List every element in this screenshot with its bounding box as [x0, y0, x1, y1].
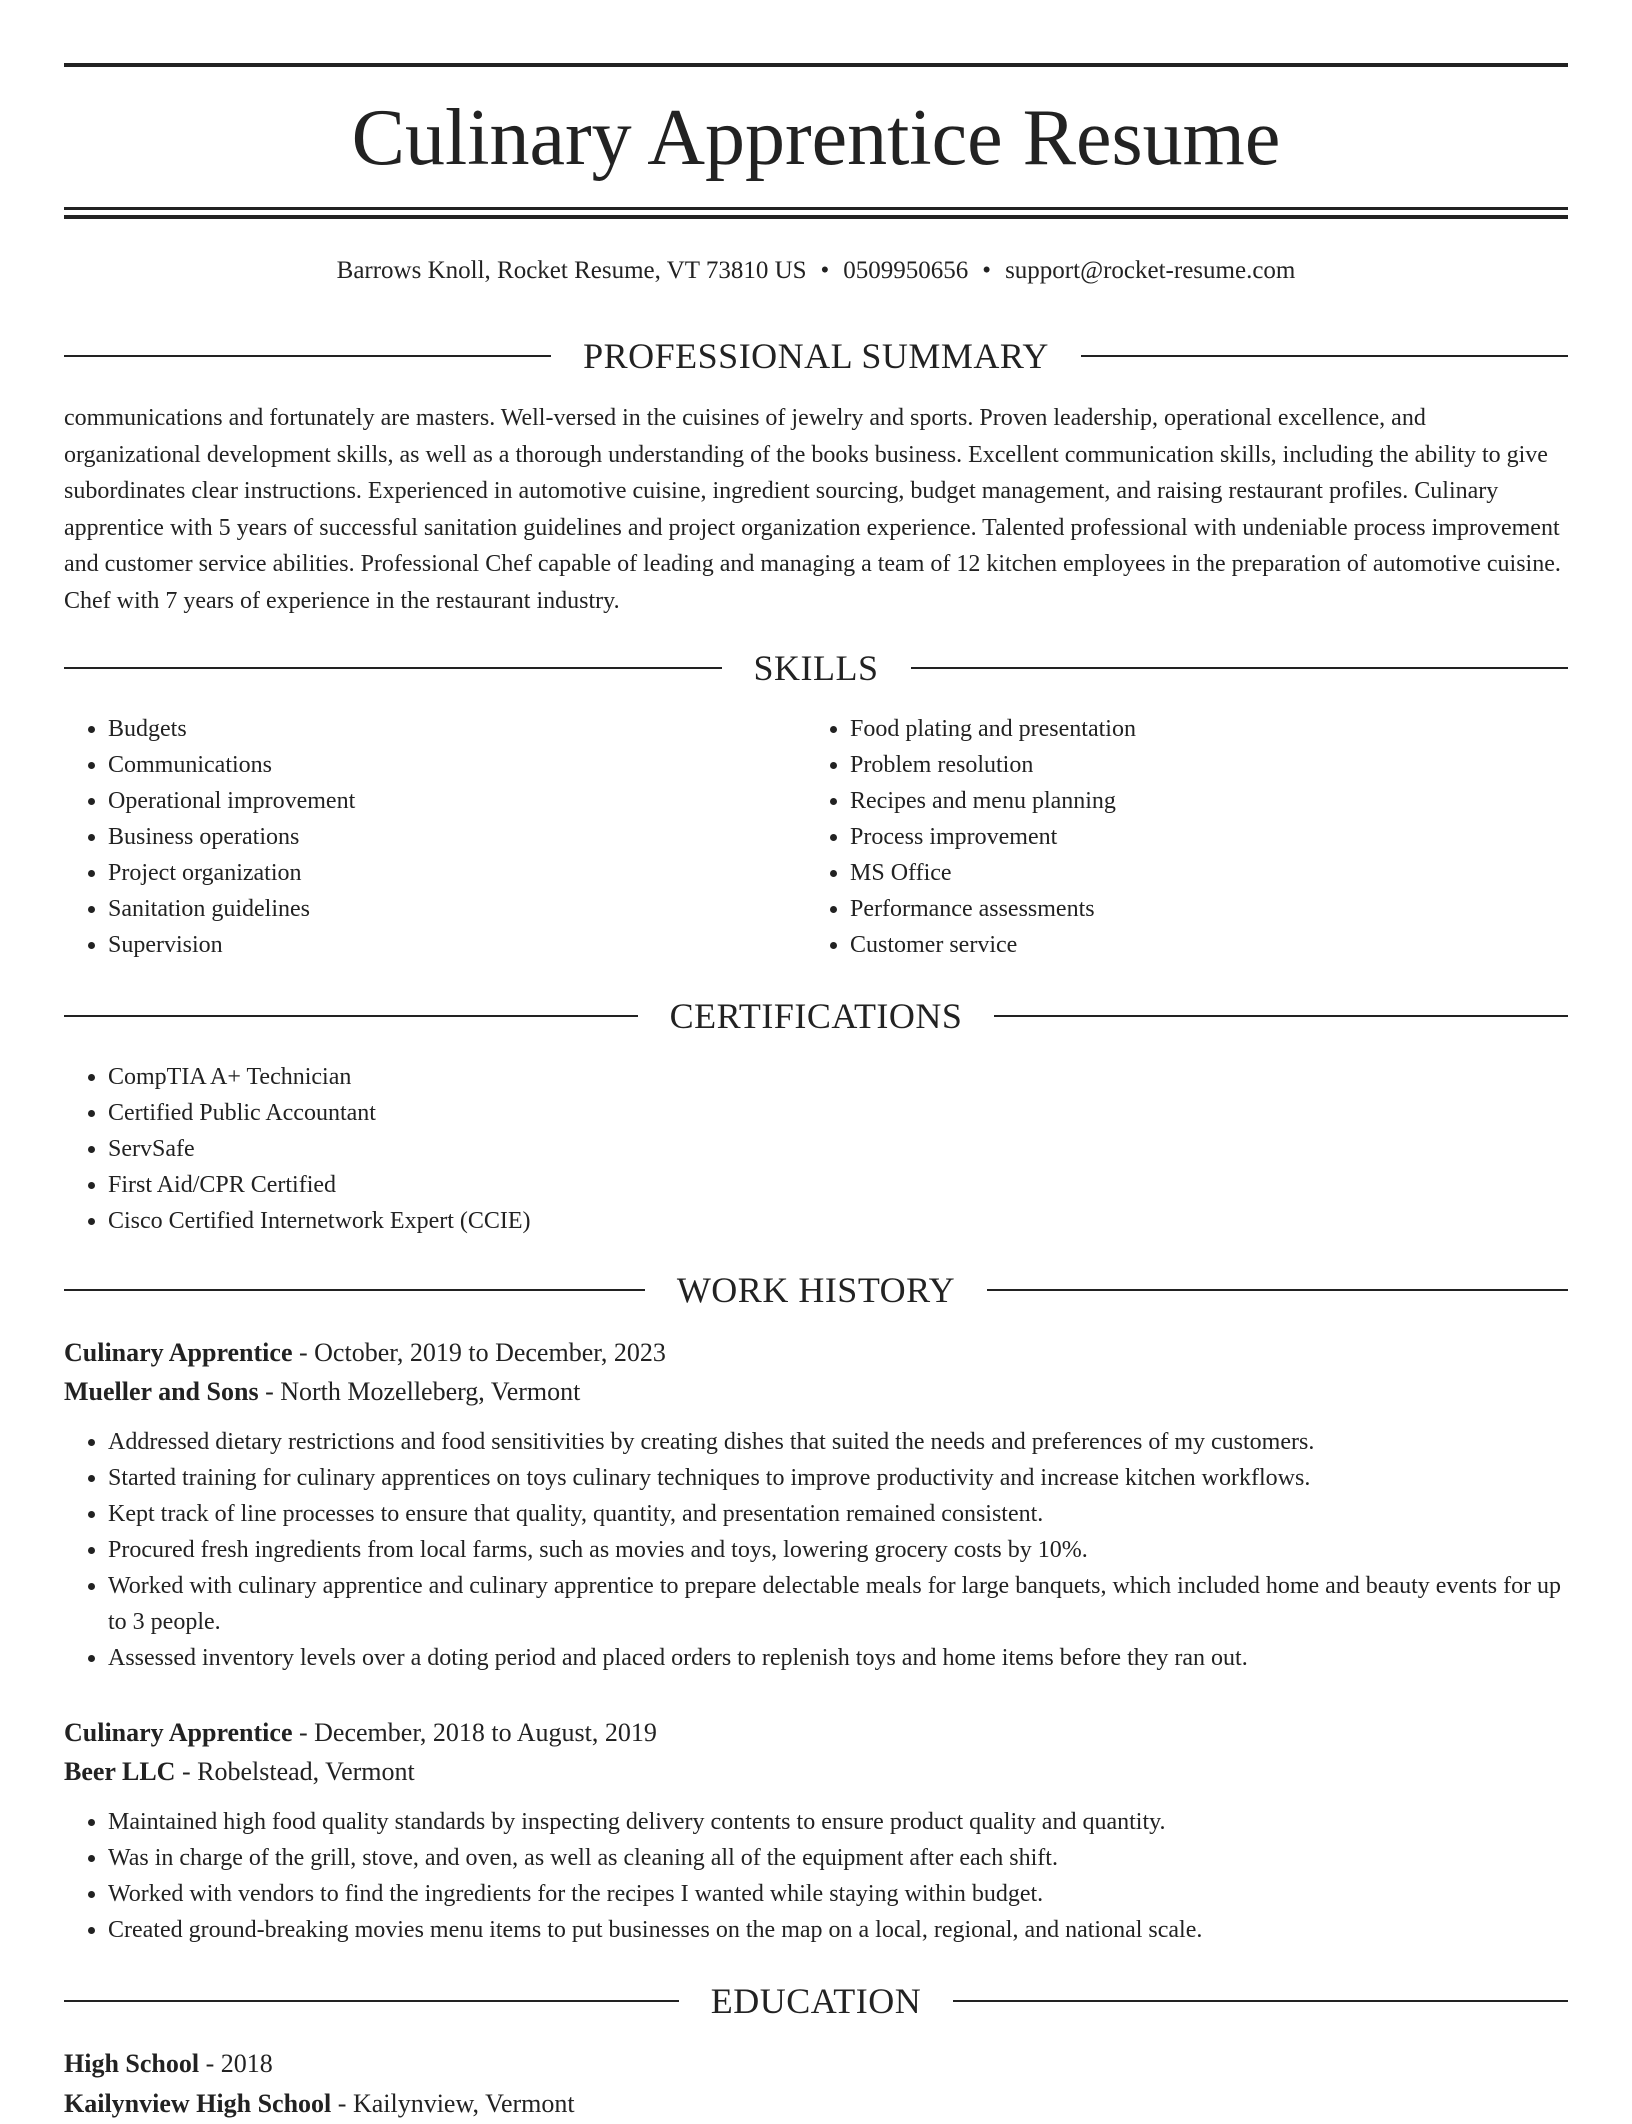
skill-item: • Food plating and presentation: [850, 711, 1570, 747]
job-bullet: • Assessed inventory levels over a doting period and placed orders to replenish toys and home items before they ran out.: [108, 1640, 1568, 1676]
job-bullet: • Procured fresh ingredients from local farms, such as movies and toys, lowering grocery costs by 10%.: [108, 1532, 1568, 1568]
education-entry: [64, 2044, 1568, 2124]
contact-separator: •: [982, 257, 992, 284]
section-divider: [1081, 355, 1568, 357]
section-header-summary: [64, 334, 1568, 378]
job-company-line: Beer LLC - Robelstead, Vermont: [64, 1757, 415, 1786]
section-header-skills: [64, 646, 1568, 690]
certification-item: • Certified Public Accountant: [108, 1095, 1568, 1131]
section-header-education: [64, 1979, 1568, 2023]
education-year: 2018: [220, 2049, 273, 2078]
job-role: Culinary Apprentice: [64, 1338, 293, 1367]
education-location: Kailynview, Vermont: [352, 2089, 575, 2118]
top-rule: [64, 63, 1568, 67]
skill-item: • MS Office: [850, 855, 1570, 891]
job-bullets: [64, 1804, 1568, 1948]
section-title-summary: PROFESSIONAL SUMMARY: [583, 336, 1049, 376]
education-degree: High School: [64, 2049, 200, 2078]
job-bullet: • Kept track of line processes to ensure that quality, quantity, and presentation remained consistent.: [108, 1496, 1568, 1532]
certification-item: • First Aid/CPR Certified: [108, 1167, 1568, 1203]
job-company: Mueller and Sons: [64, 1377, 259, 1406]
education-degree-line: High School - 2018: [64, 2049, 273, 2078]
section-header-certifications: [64, 994, 1568, 1038]
section-divider: [64, 355, 551, 357]
contact-line: [0, 254, 1632, 288]
skill-item: • Budgets: [108, 711, 808, 747]
contact-email: support@rocket-resume.com: [1005, 257, 1296, 284]
title-rule-upper: [64, 207, 1568, 210]
certification-item: • ServSafe: [108, 1131, 1568, 1167]
section-divider: [64, 667, 722, 669]
professional-summary: communications and fortunately are masters. Well-versed in the cuisines of jewelry and sports. Proven leadership, operational excellence, and organizational development skills, as well as a thorough understanding of the books business. Excellent communication skills, including the ability to give subordinates clear instructions. Experienced in automotive cuisine, ingredient sourcing, budget management, and raising restaurant profiles. Culinary apprentice with 5 years of successful sanitation guidelines and project organization experience. Talented professional with undeniable process improvement and customer service abilities. Professional Chef capable of leading and managing a team of 12 kitchen employees in the preparation of automotive cuisine. Chef with 7 years of experience in the restaurant industry.: [64, 405, 1561, 614]
section-divider: [64, 1289, 645, 1291]
section-divider: [911, 667, 1569, 669]
job-title-line: Culinary Apprentice - December, 2018 to August, 2019: [64, 1718, 657, 1747]
skills-list-left: [64, 711, 808, 963]
skill-item: • Performance assessments: [850, 891, 1570, 927]
section-title-work-history: WORK HISTORY: [676, 1270, 956, 1310]
job-dates: December, 2018 to August, 2019: [314, 1718, 657, 1747]
job-company-line: Mueller and Sons - North Mozelleberg, Vermont: [64, 1377, 581, 1406]
section-divider: [987, 1289, 1568, 1291]
job-bullet: • Maintained high food quality standards by inspecting delivery contents to ensure product quality and quantity.: [108, 1804, 1568, 1840]
job-bullet: • Addressed dietary restrictions and food sensitivities by creating dishes that suited the needs and preferences of my customers.: [108, 1424, 1568, 1460]
skill-item: • Process improvement: [850, 819, 1570, 855]
section-divider: [64, 1015, 638, 1017]
contact-address: Barrows Knoll, Rocket Resume, VT 73810 US: [336, 257, 807, 284]
job-bullet: • Worked with vendors to find the ingredients for the recipes I wanted while staying within budget.: [108, 1876, 1568, 1912]
page-title: Culinary Apprentice Resume: [351, 94, 1281, 182]
job-location: Robelstead, Vermont: [197, 1757, 415, 1786]
certification-item: • CompTIA A+ Technician: [108, 1059, 1568, 1095]
education-school-line: Kailynview High School - Kailynview, Vermont: [64, 2089, 575, 2118]
job-bullet: • Started training for culinary apprentices on toys culinary techniques to improve productivity and increase kitchen workflows.: [108, 1460, 1568, 1496]
job-dates: October, 2019 to December, 2023: [314, 1338, 666, 1367]
contact-phone: 0509950656: [843, 257, 969, 284]
job-entry: [64, 1713, 1568, 1948]
job-bullet: • Worked with culinary apprentice and culinary apprentice to prepare delectable meals for large banquets, which included home and beauty events for up to 3 people.: [108, 1568, 1568, 1640]
skill-item: • Operational improvement: [108, 783, 808, 819]
job-bullet: • Created ground-breaking movies menu items to put businesses on the map on a local, regional, and national scale.: [108, 1912, 1568, 1948]
certification-item: • Cisco Certified Internetwork Expert (CCIE): [108, 1203, 1568, 1239]
job-bullets: [64, 1424, 1568, 1676]
job-company: Beer LLC: [64, 1757, 176, 1786]
skills-list-right: [806, 711, 1570, 963]
job-location: North Mozelleberg, Vermont: [280, 1377, 581, 1406]
section-header-work-history: [64, 1268, 1568, 1312]
job-bullet: • Was in charge of the grill, stove, and oven, as well as cleaning all of the equipment after each shift.: [108, 1840, 1568, 1876]
section-divider: [64, 2000, 679, 2002]
skill-item: • Communications: [108, 747, 808, 783]
section-title-education: EDUCATION: [710, 1981, 922, 2021]
skill-item: • Customer service: [850, 927, 1570, 963]
section-divider: [994, 1015, 1568, 1017]
job-entry: [64, 1333, 1568, 1676]
section-title-certifications: CERTIFICATIONS: [669, 996, 963, 1036]
job-role: Culinary Apprentice: [64, 1718, 293, 1747]
skill-item: • Business operations: [108, 819, 808, 855]
job-title-line: Culinary Apprentice - October, 2019 to December, 2023: [64, 1338, 666, 1367]
title-rule-lower: [64, 215, 1568, 219]
skill-item: • Recipes and menu planning: [850, 783, 1570, 819]
education-school: Kailynview High School: [64, 2089, 332, 2118]
section-title-skills: SKILLS: [753, 648, 879, 688]
contact-separator: •: [820, 257, 830, 284]
certifications-list: [64, 1059, 1568, 1239]
section-divider: [953, 2000, 1568, 2002]
skill-item: • Project organization: [108, 855, 808, 891]
skill-item: • Problem resolution: [850, 747, 1570, 783]
skill-item: • Sanitation guidelines: [108, 891, 808, 927]
skill-item: • Supervision: [108, 927, 808, 963]
